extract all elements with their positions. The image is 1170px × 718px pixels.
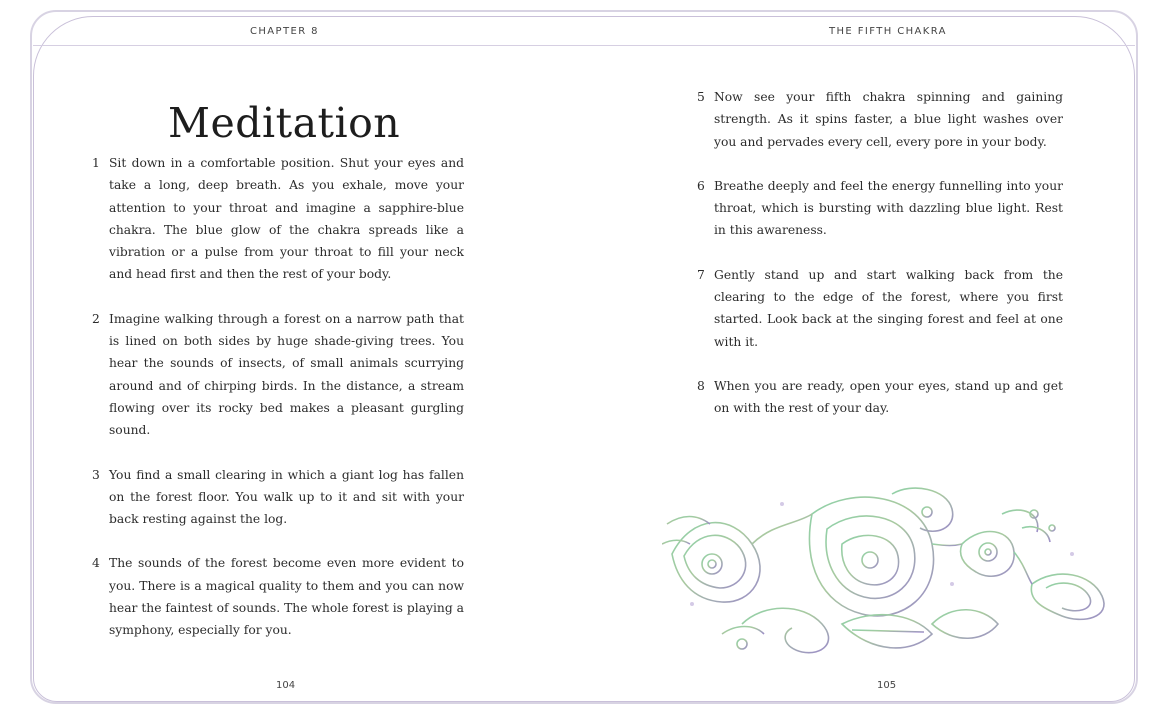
step-text: When you are ready, open your eyes, stand up and get on with the rest of your day. [714,378,1063,416]
step-text: You find a small clearing in which a giant log has fallen on the forest floor. You walk up to it and sit with your back resting against the log. [109,467,464,527]
left-steps-list [92,152,464,664]
step-number: 1 [92,156,100,170]
step-number: 4 [92,556,100,571]
step-item [92,464,464,531]
step-item [697,375,1063,420]
step-item [697,175,1063,242]
step-text: Now see your fifth chakra spinning and gaining strength. As it spins faster, a blue light washes over you and pervades every cell, every pore in your body. [714,90,1063,149]
step-number: 3 [92,467,100,482]
step-text: Breathe deeply and feel the energy funnelling into your throat, which is bursting with dazzling blue light. Rest in this awareness. [714,178,1063,238]
step-item [92,552,464,641]
step-text: Gently stand up and start walking back from the clearing to the edge of the forest, where you first started. Look back at the singing forest and feel at one with it. [714,267,1063,349]
page-title: Meditation [168,99,401,148]
step-item [92,308,464,442]
step-item [697,86,1063,153]
step-number: 8 [697,378,705,393]
step-number: 2 [92,311,100,326]
paisley-floral-ornament-icon [662,484,1110,660]
step-item [92,152,464,286]
step-number: 6 [697,178,705,193]
right-steps-list [697,86,1063,442]
running-head-left: CHAPTER 8 [250,26,319,37]
page-number-right: 105 [877,680,897,691]
running-head-right: THE FIFTH CHAKRA [829,26,947,37]
step-item [697,264,1063,353]
header-band [33,16,1135,46]
step-text: Sit down in a comfortable position. Shut your eyes and take a long, deep breath. As you exhale, move your attention to your throat and imagine a sapphire-blue chakra. The blue glow of the chakra spreads like a vibration or a pulse from your throat to fill your neck and head first and then the rest of your body. [109,156,464,282]
step-number: 7 [697,267,705,282]
step-number: 5 [697,90,705,104]
step-text: Imagine walking through a forest on a narrow path that is lined on both sides by huge shade-giving trees. You hear the sounds of insects, of small animals scurrying around and of chirping birds. In the distance, a stream flowing over its rocky bed makes a pleasant gurgling sound. [109,311,464,438]
step-text: The sounds of the forest become even more evident to you. There is a magical quality to them and you can now hear the faintest of sounds. The whole forest is playing a symphony, especially for you. [109,556,464,638]
page-number-left: 104 [276,680,296,691]
